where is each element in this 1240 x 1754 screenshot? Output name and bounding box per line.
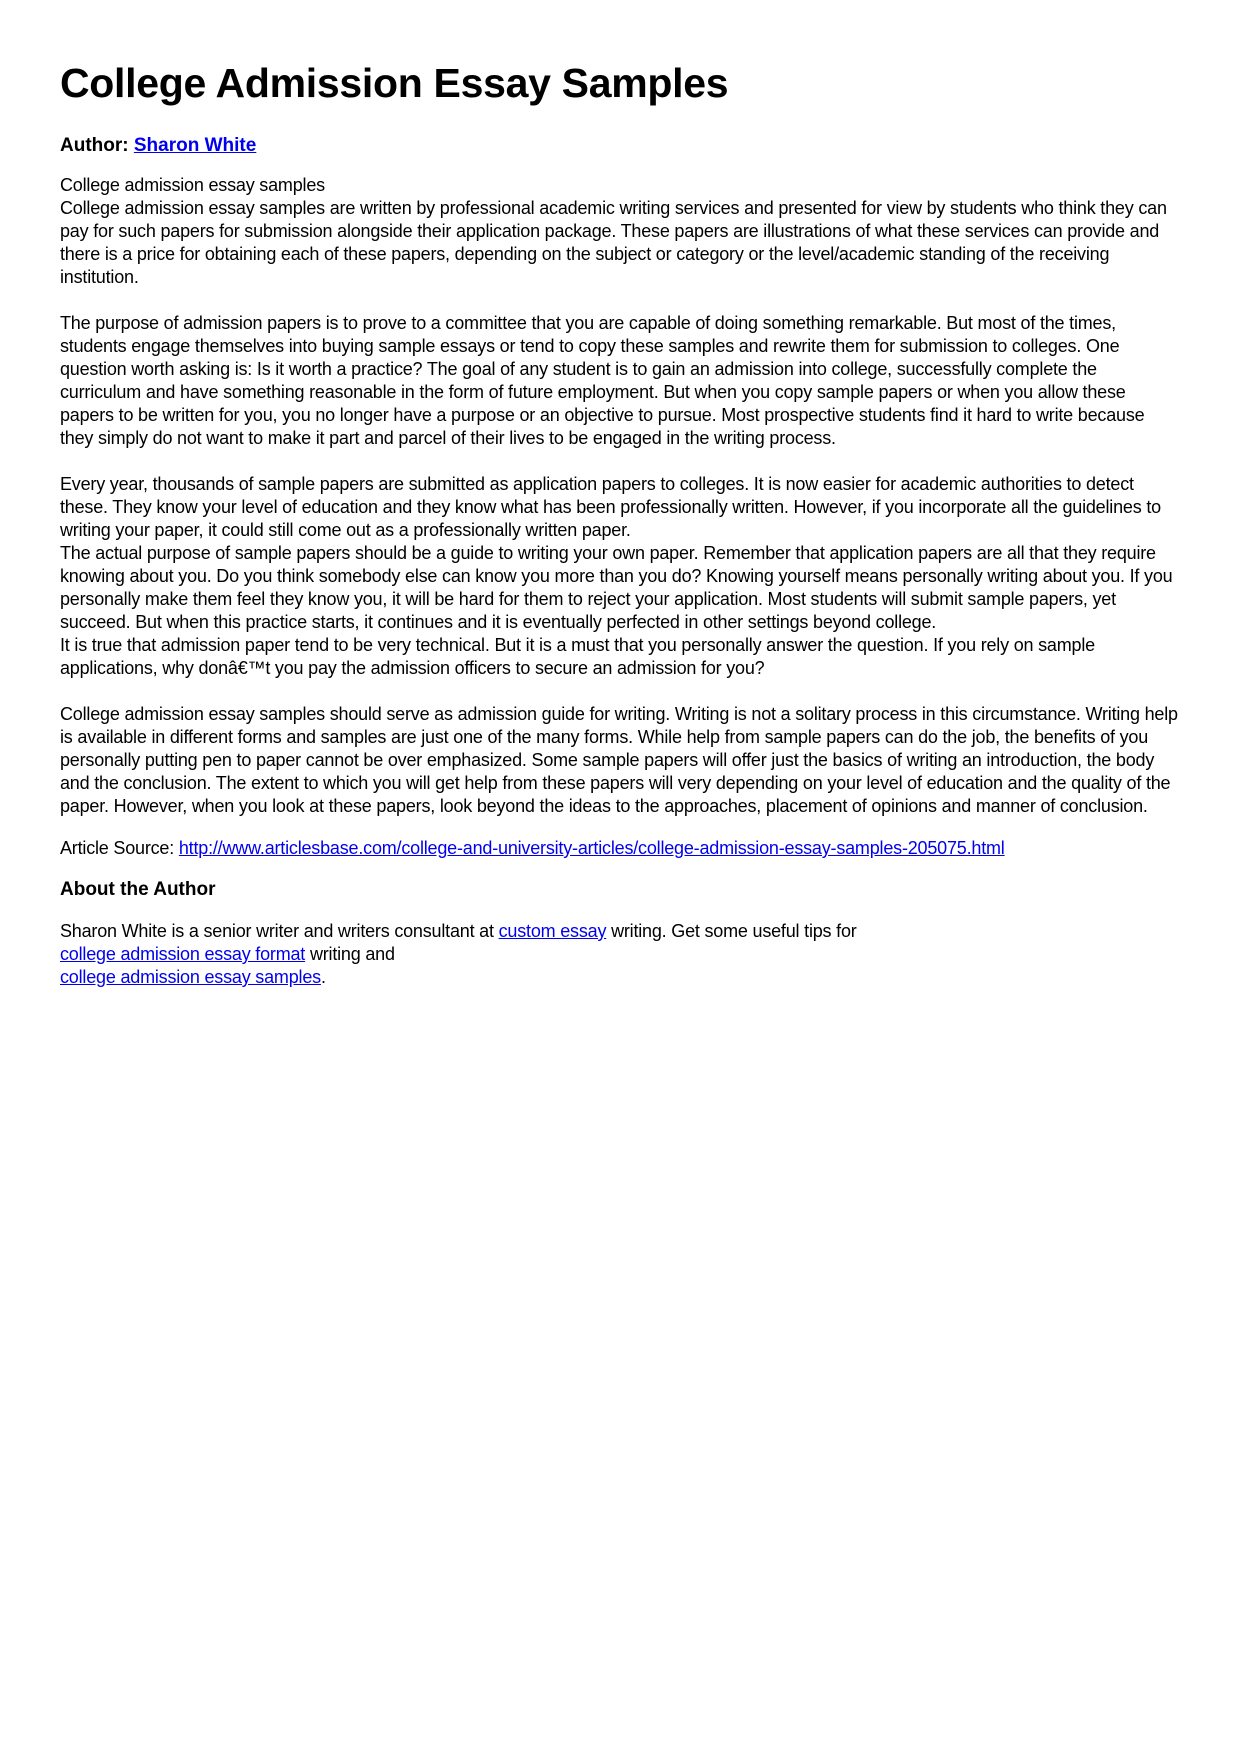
essay-samples-link[interactable]: college admission essay samples	[60, 967, 321, 987]
author-label: Author:	[60, 135, 129, 156]
about-text-3: writing and	[309, 944, 395, 964]
paragraph-1-text: College admission essay samples are written by professional academic writing services and presented for view by students who think they can pay for such papers for submission alongside their application package. These papers are illustrations of what these services can provide and there is a price for obtaining each of these papers, depending on the subject or category or the level/academic standing of the receiving institution.	[60, 198, 1167, 287]
about-text-2: writing. Get some useful tips for	[611, 921, 857, 941]
about-text-1: Sharon White is a senior writer and writers consultant at	[60, 921, 494, 941]
article-source-label: Article Source:	[60, 838, 175, 858]
paragraph-2: The purpose of admission papers is to prove to a committee that you are capable of doing something remarkable. But most of the times, students engage themselves into buying sample essays or tend to copy these samples and rewrite them for submission to colleges. One question worth asking is: Is it worth a practice? The goal of any student is to gain an admission into college, successfully complete the curriculum and have something reasonable in the form of future employment. But when you copy sample papers or when you allow these papers to be written for you, you no longer have a purpose or an objective to pursue. Most prospective students find it hard to write because they simply do not want to make it part and parcel of their lives to be engaged in the writing process.	[60, 313, 1145, 448]
about-author-heading: About the Author	[60, 879, 216, 900]
paragraph-3-part-2: The actual purpose of sample papers should be a guide to writing your own paper. Remember that application papers are all that they require knowing about you. Do you think somebody else can know you more than you do? Knowing yourself means personally writing about you. If you personally make them feel they know you, it will be hard for them to reject your application. Most students will submit sample papers, yet succeed. But when this practice starts, it continues and it is eventually perfected in other settings beyond college.	[60, 543, 1173, 632]
custom-essay-link[interactable]: custom essay	[498, 921, 607, 941]
about-text-4: .	[320, 967, 326, 987]
article-source-line	[60, 837, 1180, 860]
article-source-link[interactable]: http://www.articlesbase.com/college-and-university-articles/college-admission-essay-samples-205075.html	[178, 838, 1005, 858]
about-author-text	[60, 920, 1180, 989]
paragraph-4: College admission essay samples should serve as admission guide for writing. Writing is not a solitary process in this circumstance. Writing help is available in different forms and samples are just one of the many forms. While help from sample papers can do the job, the benefits of you personally putting pen to paper cannot be over emphasized. Some sample papers will offer just the basics of writing an introduction, the body and the conclusion. The extent to which you will get help from these papers will very depending on your level of education and the quality of the paper. However, when you look at these papers, look beyond the ideas to the approaches, placement of opinions and manner of conclusion.	[60, 704, 1178, 816]
author-line	[60, 134, 1180, 158]
document-title: College Admission Essay Samples	[60, 60, 729, 106]
author-name-link[interactable]: Sharon White	[133, 135, 257, 156]
paragraph-3-part-3: It is true that admission paper tend to be very technical. But it is a must that you personally answer the question. If you rely on sample applications, why donâ€™t you pay the admission officers to secure an admission for you?	[60, 635, 1095, 678]
intro-heading: College admission essay samples	[60, 175, 325, 195]
paragraph-3	[60, 473, 1180, 680]
paragraph-1	[60, 174, 1180, 289]
essay-format-link[interactable]: college admission essay format	[60, 944, 306, 964]
paragraph-3-part-1: Every year, thousands of sample papers are submitted as application papers to colleges. It is now easier for academic authorities to detect these. They know your level of education and they know what has been professionally written. However, if you incorporate all the guidelines to writing your paper, it could still come out as a professionally written paper.	[60, 474, 1161, 540]
